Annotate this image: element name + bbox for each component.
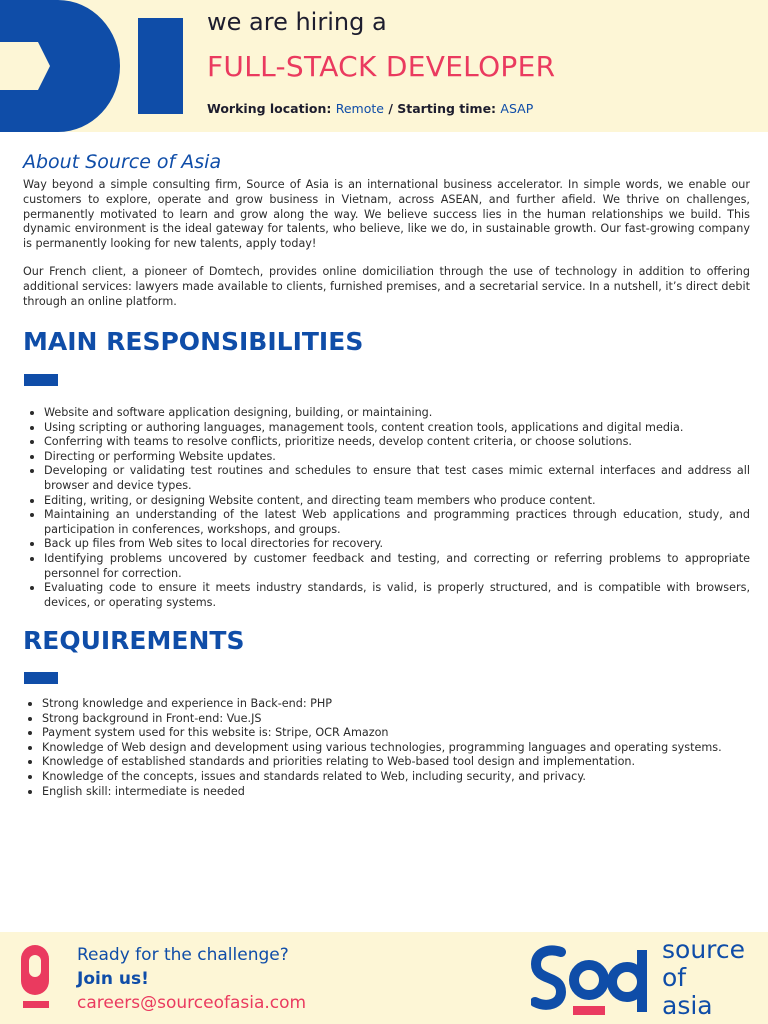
brand-word-of: of	[662, 963, 687, 992]
brand-word-source: source	[662, 935, 746, 964]
location-label: Working location:	[207, 101, 332, 116]
about-heading: About Source of Asia	[23, 151, 222, 173]
section-divider	[24, 374, 58, 386]
cta-question: Ready for the challenge?	[77, 945, 289, 965]
careers-email-link[interactable]: careers@sourceofasia.com	[77, 993, 307, 1013]
start-value: ASAP	[500, 101, 534, 116]
list-item: Editing, writing, or designing Website content, and directing team members who produce content.	[23, 494, 750, 509]
requirements-list	[21, 697, 750, 799]
list-item: Strong background in Front-end: Vue.JS	[21, 712, 750, 727]
location-value: Remote	[335, 101, 384, 116]
job-title: FULL-STACK DEVELOPER	[207, 50, 556, 83]
about-paragraph: Way beyond a simple consulting firm, Source of Asia is an international business accelerator. In simple words, we enable our customers to explore, operate and grow business in Vietnam, across ASEAN, and further afield. We thrive on challenges, permanently motivated to learn and grow along the way. We believe success lies in the human relationships we build. This dynamic environment is the ideal gateway for talents, who believe, like we do, in sustainable growth. Our fast-growing company is permanently looking for new talents, apply today!	[23, 178, 750, 251]
list-item: Website and software application designing, building, or maintaining.	[23, 406, 750, 421]
responsibilities-title: MAIN RESPONSIBILITIES	[23, 327, 364, 356]
start-label: Starting time:	[397, 101, 497, 116]
list-item: Using scripting or authoring languages, management tools, content creation tools, applications and digital media.	[23, 421, 750, 436]
brand-wordmark	[662, 936, 745, 1020]
meta-separator: /	[388, 101, 393, 116]
list-item: Developing or validating test routines and schedules to ensure that test cases mimic external interfaces and address all browser and device types.	[23, 464, 750, 493]
header-banner	[0, 0, 768, 132]
brand-word-asia: asia	[662, 991, 713, 1020]
list-item: Knowledge of Web design and development using various technologies, programming languages and operating systems.	[21, 741, 750, 756]
soa-logo-icon	[531, 942, 647, 1018]
requirements-title: REQUIREMENTS	[23, 626, 245, 655]
list-item: Knowledge of established standards and priorities relating to Web-based tool design and implementation.	[21, 755, 750, 770]
cta-join: Join us!	[77, 969, 149, 989]
list-item: English skill: intermediate is needed	[21, 785, 750, 800]
exclamation-icon	[18, 943, 54, 1013]
list-item: Conferring with teams to resolve conflicts, prioritize needs, develop content criteria, or choose solutions.	[23, 435, 750, 450]
list-item: Directing or performing Website updates.	[23, 450, 750, 465]
job-meta	[207, 101, 533, 116]
hiring-tagline: we are hiring a	[207, 8, 387, 36]
responsibilities-list	[23, 406, 750, 610]
list-item: Payment system used for this website is: Stripe, OCR Amazon	[21, 726, 750, 741]
list-item: Back up files from Web sites to local directories for recovery.	[23, 537, 750, 552]
list-item: Evaluating code to ensure it meets industry standards, is valid, is properly structured, and is compatible with browsers, devices, or operating systems.	[23, 581, 750, 610]
client-paragraph: Our French client, a pioneer of Domtech, provides online domiciliation through the use of technology in addition to offering additional services: lawyers made available to clients, furnished premises, and a secretarial service. In a nutshell, it’s direct debit through an online platform.	[23, 265, 750, 308]
list-item: Maintaining an understanding of the latest Web applications and programming practices through education, study, and participation in conferences, workshops, and groups.	[23, 508, 750, 537]
list-item: Knowledge of the concepts, issues and standards related to Web, including security, and privacy.	[21, 770, 750, 785]
list-item: Identifying problems uncovered by customer feedback and testing, and correcting or referring problems to appropriate personnel for correction.	[23, 552, 750, 581]
list-item: Strong knowledge and experience in Back-end: PHP	[21, 697, 750, 712]
brand-mark-icon	[0, 0, 190, 132]
section-divider	[24, 672, 58, 684]
